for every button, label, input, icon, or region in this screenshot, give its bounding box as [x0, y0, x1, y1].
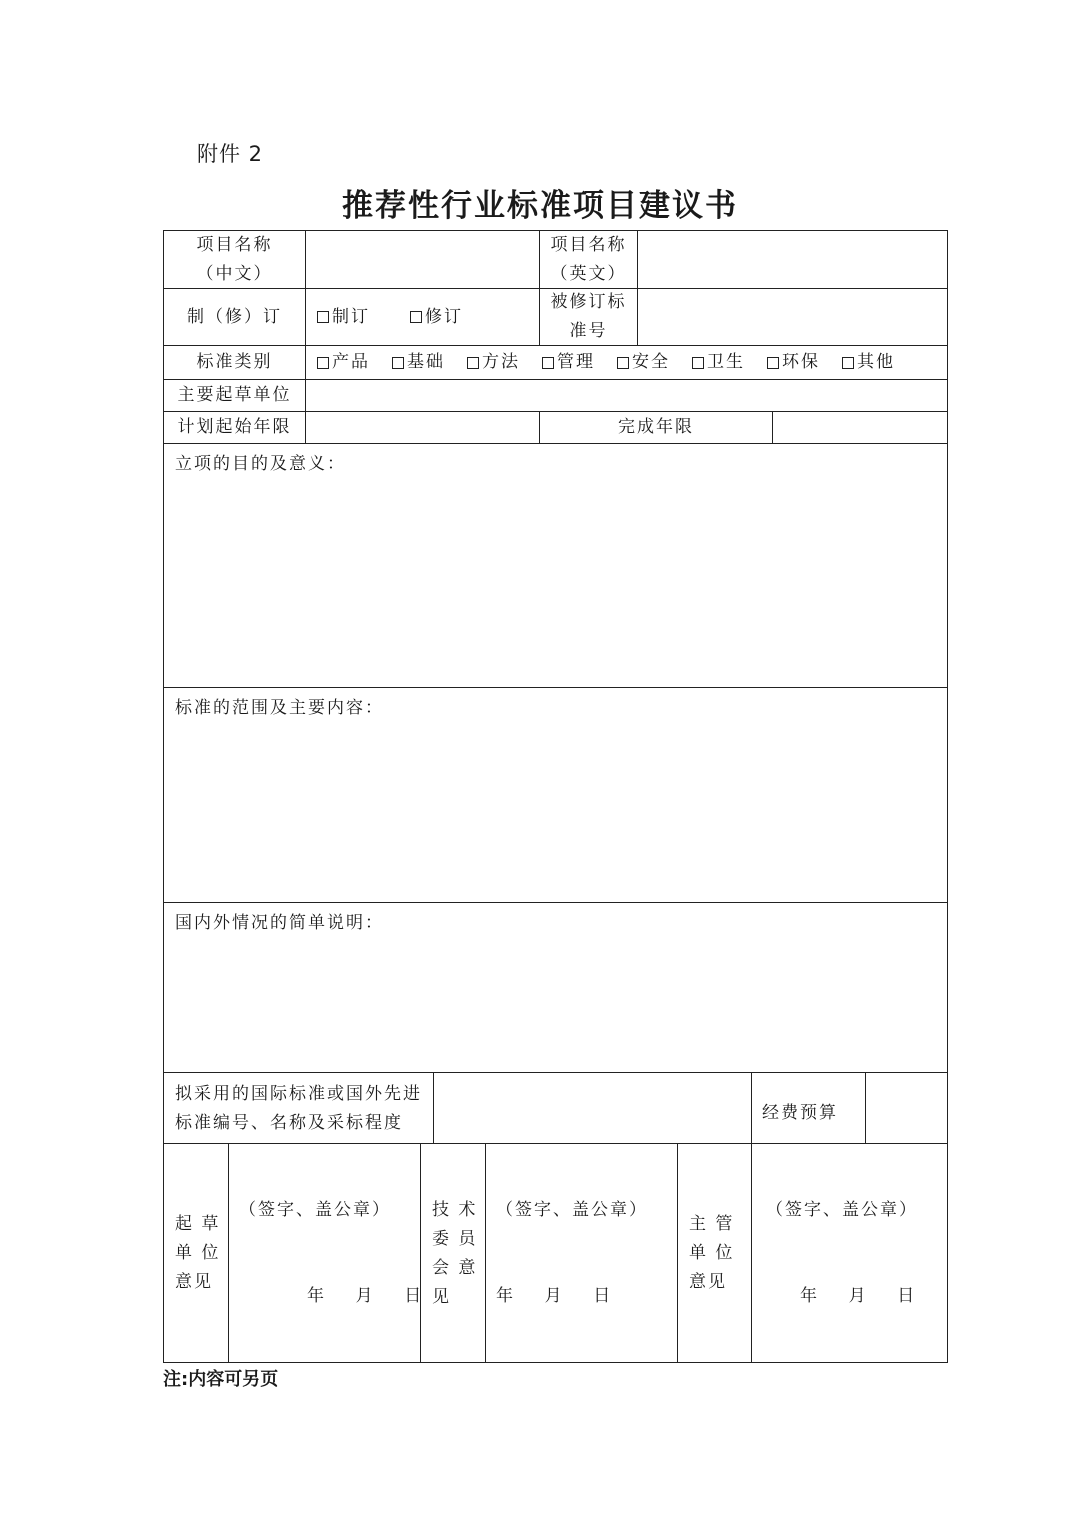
drafting-unit-label: 主要起草单位 [177, 385, 292, 405]
project-name-cn-field[interactable] [306, 231, 539, 288]
budget-label: 经费预算 [762, 1103, 838, 1123]
attachment-label: 附件 2 [197, 142, 264, 166]
revised-standard-field[interactable] [638, 289, 947, 345]
option-label: 管理 [557, 352, 595, 372]
opinion-label-line: 单 位 [689, 1243, 735, 1263]
project-name-en-label-line1: 项目名称 [550, 234, 627, 255]
date-placeholder: 年 月 日 [496, 1286, 613, 1306]
checkbox-icon[interactable] [692, 357, 704, 369]
option-label: 环保 [782, 352, 820, 372]
opinion-label-line: 起 草 [175, 1214, 221, 1234]
checkbox-icon[interactable] [617, 357, 629, 369]
authority-opinion-label [678, 1144, 751, 1362]
option-label: 修订 [425, 306, 463, 327]
table-border-bottom [163, 1362, 948, 1363]
start-year-label: 计划起始年限 [177, 417, 292, 437]
option-label: 制订 [332, 306, 370, 327]
opinion-label-line: 意见 [689, 1272, 727, 1292]
checkbox-icon[interactable] [542, 357, 554, 369]
signature-seal-hint: （签字、盖公章） [496, 1200, 648, 1220]
category-options [306, 346, 947, 379]
drafting-unit-opinion-field[interactable] [229, 1144, 424, 1362]
category-option[interactable] [767, 348, 820, 377]
date-placeholder: 年 月 日 [307, 1286, 424, 1306]
checkbox-icon[interactable] [392, 357, 404, 369]
tech-committee-opinion-field[interactable] [486, 1144, 677, 1362]
situation-section[interactable] [164, 903, 947, 1072]
intl-standard-label-line2: 标准编号、名称及采标程度 [175, 1112, 403, 1133]
footer-note: 注:内容可另页 [163, 1369, 279, 1390]
revised-standard-label-line1: 被修订标 [550, 292, 627, 312]
project-name-cn-label-line2: （中文） [196, 263, 273, 284]
start-year-field[interactable] [306, 412, 539, 443]
authority-opinion-field[interactable] [752, 1144, 947, 1362]
category-option[interactable] [467, 348, 520, 377]
checkbox-icon[interactable] [317, 357, 329, 369]
project-name-en-label [540, 231, 637, 288]
option-revise-new[interactable] [317, 303, 370, 332]
category-option[interactable] [317, 348, 370, 377]
signature-seal-hint: （签字、盖公章） [239, 1200, 391, 1220]
budget-field[interactable] [866, 1073, 947, 1143]
opinion-label-line: 见 [432, 1287, 451, 1307]
intl-standard-label-line1: 拟采用的国际标准或国外先进 [175, 1083, 422, 1104]
checkbox-icon[interactable] [317, 311, 329, 323]
revision-options [306, 289, 539, 345]
option-revise-amend[interactable] [410, 303, 463, 332]
checkbox-icon[interactable] [767, 357, 779, 369]
situation-label: 国内外情况的简单说明： [175, 913, 384, 933]
revised-standard-label-line2: 准号 [569, 321, 608, 341]
scope-label: 标准的范围及主要内容： [175, 698, 384, 718]
opinion-label-line: 委 员 [432, 1229, 478, 1249]
category-label: 标准类别 [196, 352, 273, 372]
opinion-label-line: 主 管 [689, 1214, 735, 1234]
opinion-label-line: 技 术 [432, 1200, 478, 1220]
option-label: 卫生 [707, 352, 745, 372]
opinion-label-line: 会 意 [432, 1258, 478, 1278]
intl-standard-label [164, 1073, 433, 1143]
completion-year-label: 完成年限 [618, 417, 694, 437]
purpose-section[interactable] [164, 444, 947, 687]
category-option[interactable] [542, 348, 595, 377]
signature-seal-hint: （签字、盖公章） [766, 1200, 918, 1220]
option-label: 安全 [632, 352, 670, 372]
opinion-label-line: 意见 [175, 1272, 213, 1292]
checkbox-icon[interactable] [467, 357, 479, 369]
table-border-right [947, 230, 948, 1363]
project-name-cn-label-line1: 项目名称 [196, 234, 273, 255]
completion-year-field[interactable] [773, 412, 947, 443]
purpose-label: 立项的目的及意义： [175, 454, 346, 474]
opinion-label-line: 单 位 [175, 1243, 221, 1263]
category-option[interactable] [392, 348, 445, 377]
revision-label: 制（修）订 [187, 306, 282, 327]
category-option[interactable] [617, 348, 670, 377]
option-label: 方法 [482, 352, 520, 372]
date-placeholder: 年 月 日 [800, 1286, 917, 1306]
category-option[interactable] [842, 348, 895, 377]
checkbox-icon[interactable] [842, 357, 854, 369]
document-title: 推荐性行业标准项目建议书 [342, 188, 738, 224]
checkbox-icon[interactable] [410, 311, 422, 323]
intl-standard-field[interactable] [434, 1073, 751, 1143]
project-name-cn-label [164, 231, 305, 288]
revised-standard-label [540, 289, 637, 345]
option-label: 基础 [407, 352, 445, 372]
option-label: 其他 [857, 352, 895, 372]
project-name-en-label-line2: （英文） [550, 263, 627, 284]
scope-section[interactable] [164, 688, 947, 902]
project-name-en-field[interactable] [638, 231, 947, 288]
category-option[interactable] [692, 348, 745, 377]
drafting-unit-opinion-label [164, 1144, 228, 1362]
option-label: 产品 [332, 352, 370, 372]
drafting-unit-field[interactable] [306, 380, 947, 411]
tech-committee-opinion-label [421, 1144, 485, 1362]
